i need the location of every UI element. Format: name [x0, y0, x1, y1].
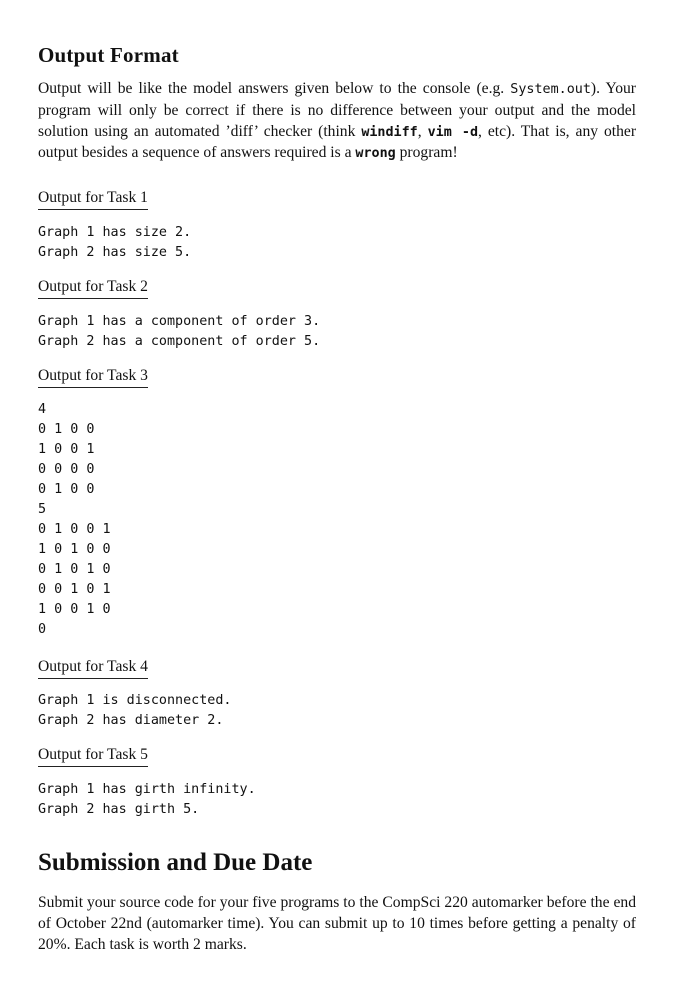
para-text-2: ). Your program will only be correct if there is no difference between your output and the model solution using an automated ’diff’ checker (think	[38, 80, 637, 140]
para-text-3: ,	[417, 122, 428, 140]
task-1-output	[38, 223, 191, 263]
task-4-line: Graph 2 has diameter 2.	[38, 713, 224, 728]
task-1-heading: Output for Task 1	[38, 188, 148, 210]
task-3-line: 1 0 0 1	[38, 442, 95, 457]
submission-heading: Submission and Due Date	[38, 849, 313, 876]
para-text-5: program!	[395, 144, 458, 162]
task-4-heading: Output for Task 4	[38, 657, 148, 679]
task-5-heading: Output for Task 5	[38, 745, 148, 767]
task-3-line: 1 0 0 1 0	[38, 602, 111, 617]
para-text-1: Output will be like the model answers given below to the console (e.g.	[38, 80, 511, 97]
task-3-line: 0 1 0 0	[38, 482, 95, 497]
task-4-output	[38, 691, 231, 731]
task-2-line: Graph 1 has a component of order 3.	[38, 314, 321, 329]
task-5-line: Graph 2 has girth 5.	[38, 802, 200, 817]
task-5-output	[38, 780, 256, 820]
task-3-line: 5	[38, 502, 47, 517]
task-2-line: Graph 2 has a component of order 5.	[38, 334, 321, 349]
task-2-output	[38, 312, 320, 352]
task-3-line: 0 0 0 0	[38, 462, 95, 477]
task-4-line: Graph 1 is disconnected.	[38, 693, 232, 708]
task-1-line: Graph 1 has size 2.	[38, 225, 192, 240]
code-windiff: windiff	[361, 124, 418, 140]
submission-paragraph: Submit your source code for your five programs to the CompSci 220 automarker before the end of October 22nd (automarker time). You can submit up to 10 times before getting a penalty of 20%. Each task is worth 2 marks.	[38, 894, 636, 953]
task-3-line: 0 1 0 0 1	[38, 522, 111, 537]
task-3-line: 0 1 0 0	[38, 422, 95, 437]
task-3-output	[38, 400, 111, 640]
output-format-heading: Output Format	[38, 43, 179, 67]
task-2-heading: Output for Task 2	[38, 277, 148, 299]
task-3-heading: Output for Task 3	[38, 366, 148, 388]
para-text-4: , etc). That is, any other output besides a sequence of answers required is a	[38, 122, 637, 162]
task-3-line: 1 0 1 0 0	[38, 542, 111, 557]
task-3-line: 0	[38, 622, 47, 637]
task-3-line: 0 1 0 1 0	[38, 562, 111, 577]
code-system-out: System.out	[510, 82, 591, 97]
task-3-line: 0 0 1 0 1	[38, 582, 111, 597]
task-1-line: Graph 2 has size 5.	[38, 245, 192, 260]
bold-wrong: wrong	[355, 146, 396, 162]
code-vim-d: vim -d	[427, 124, 479, 140]
task-3-line: 4	[38, 402, 47, 417]
task-5-line: Graph 1 has girth infinity.	[38, 782, 256, 797]
output-format-paragraph	[38, 79, 636, 165]
